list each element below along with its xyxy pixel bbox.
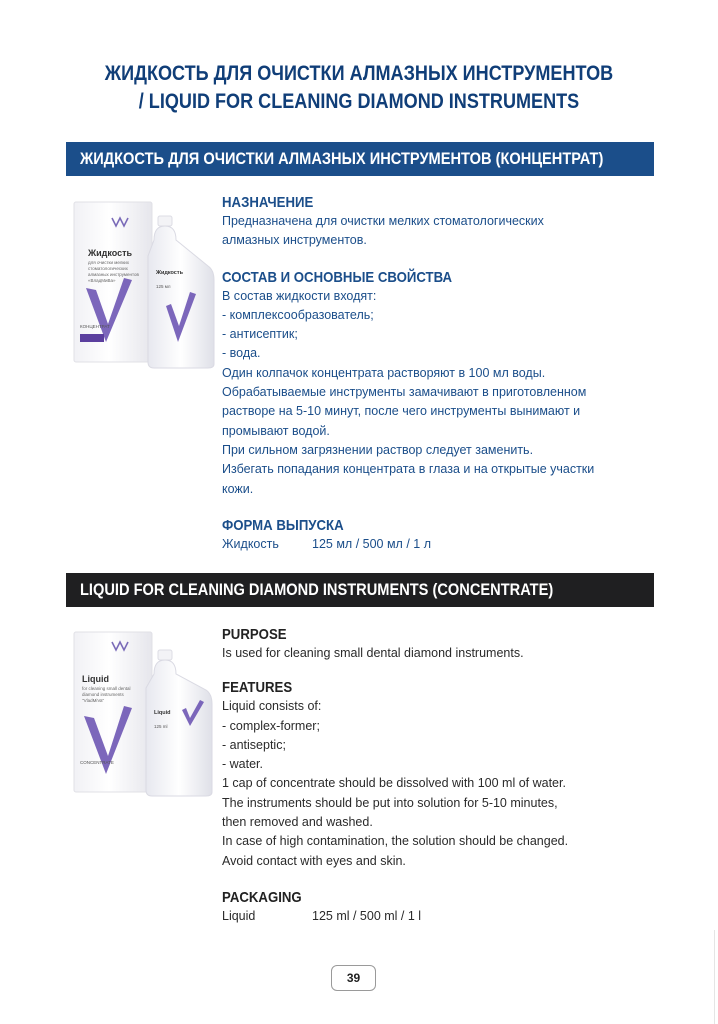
purpose-line: алмазных инструментов. — [222, 233, 367, 248]
page-title-line-2: / LIQUID FOR CLEANING DIAMOND INSTRUMENTS — [138, 90, 580, 113]
box-title-en: Liquid — [82, 674, 109, 684]
bottle-volume-en: 125 ml — [154, 724, 168, 729]
section-bar-en — [66, 573, 654, 607]
packaging-value-en: 125 ml / 500 ml / 1 l — [312, 908, 422, 923]
packaging-name-en: Liquid — [222, 908, 256, 923]
section-bar-ru-label: ЖИДКОСТЬ ДЛЯ ОЧИСТКИ АЛМАЗНЫХ ИНСТРУМЕНТОВ (КОНЦЕНТРАТ) — [80, 149, 604, 168]
features-line: - вода. — [222, 346, 261, 361]
packaging-value-ru: 125 мл / 500 мл / 1 л — [312, 536, 431, 551]
features-line: Обрабатываемые инструменты замачивают в приготовленном — [222, 385, 587, 400]
features-line: Liquid consists of: — [222, 699, 322, 714]
purpose-line: Предназначена для очистки мелких стоматологических — [222, 214, 544, 228]
section-ru — [222, 193, 642, 554]
features-line: - комплексообразователь; — [222, 307, 374, 322]
box-badge-ru: КОНЦЕНТРАТ — [80, 324, 110, 329]
features-line: - антисептик; — [222, 327, 298, 342]
features-line: В состав жидкости входят: — [222, 288, 377, 303]
features-text-en — [222, 697, 642, 871]
packaging-row-en — [222, 907, 642, 926]
features-line: - antiseptic; — [222, 737, 286, 752]
features-line: 1 cap of concentrate should be dissolved with 100 ml of water. — [222, 776, 566, 791]
packaging-row-ru — [222, 535, 642, 554]
features-line: Один колпачок концентрата растворяют в 100 мл воды. — [222, 365, 546, 380]
bottle-volume-ru: 125 мл — [156, 284, 171, 289]
features-line: Избегать попадания концентрата в глаза и на открытые участки — [222, 462, 595, 477]
features-text-ru — [222, 287, 642, 499]
features-line: - water. — [222, 757, 263, 772]
purpose-heading-en: PURPOSE — [222, 626, 287, 643]
section-bar-en-label: LIQUID FOR CLEANING DIAMOND INSTRUMENTS (CONCENTRATE) — [80, 580, 554, 599]
purpose-heading-ru: НАЗНАЧЕНИЕ — [222, 194, 314, 211]
product-illustration-en — [66, 626, 216, 806]
bottle-title-ru: Жидкость — [156, 270, 183, 276]
features-line: При сильном загрязнении раствор следует заменить. — [222, 442, 534, 457]
box-subtitle-ru: для очистки мелких стоматологических алмазных инструментов «ВладМиВа» — [88, 260, 139, 283]
product-image-en — [66, 626, 216, 806]
purpose-text-ru — [222, 212, 642, 251]
purpose-line: Is used for cleaning small dental diamond instruments. — [222, 646, 524, 660]
section-bar-ru — [66, 142, 654, 176]
page-title-line-1: ЖИДКОСТЬ ДЛЯ ОЧИСТКИ АЛМАЗНЫХ ИНСТРУМЕНТОВ — [104, 62, 614, 85]
page-edge-divider — [714, 930, 715, 1024]
features-heading-ru: СОСТАВ И ОСНОВНЫЕ СВОЙСТВА — [222, 268, 453, 286]
box-subtitle-en: for cleaning small dental diamond instruments "VladMiVa" — [82, 686, 131, 703]
features-line: In case of high contamination, the solution should be changed. — [222, 834, 569, 849]
packaging-heading-ru: ФОРМА ВЫПУСКА — [222, 516, 344, 534]
features-heading-en: FEATURES — [222, 679, 293, 697]
box-badge-en: CONCENTRATE — [80, 760, 114, 765]
box-title-ru: Жидкость — [88, 248, 133, 258]
features-line: кожи. — [222, 481, 254, 496]
features-line: Avoid contact with eyes and skin. — [222, 853, 406, 868]
product-image-ru — [66, 196, 216, 376]
features-line: растворе на 5-10 минут, после чего инструменты вынимают и — [222, 404, 581, 419]
page-title — [50, 60, 667, 116]
packaging-heading-en: PACKAGING — [222, 888, 302, 906]
page-number: 39 — [331, 965, 376, 991]
bottle-title-en: Liquid — [154, 710, 171, 716]
purpose-text-en — [222, 644, 642, 663]
features-line: промывают водой. — [222, 423, 330, 438]
features-line: then removed and washed. — [222, 815, 373, 830]
section-en — [222, 625, 642, 926]
features-line: The instruments should be put into solution for 5-10 minutes, — [222, 795, 558, 810]
packaging-name-ru: Жидкость — [222, 536, 279, 551]
product-illustration-ru — [66, 196, 216, 376]
features-line: - complex-former; — [222, 718, 320, 733]
